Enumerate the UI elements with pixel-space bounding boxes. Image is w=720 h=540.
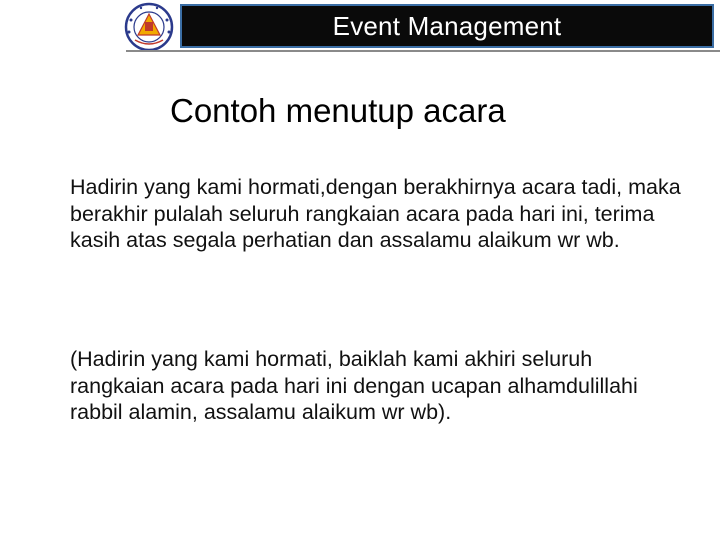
paragraph-closing: Hadirin yang kami hormati,dengan berakhirnya acara tadi, maka berakhir pulalah seluruh rangkaian acara pada hari ini, terima kasih atas segala perhatian dan assalamu alaikum wr wb.	[70, 175, 681, 252]
header-divider	[126, 50, 720, 52]
slide-heading: Contoh menutup acara	[170, 92, 506, 129]
paragraph-closing-alternative: (Hadirin yang kami hormati, baiklah kami akhiri seluruh rangkaian acara pada hari ini dengan ucapan alhamdulillahi rabbil alamin, assalamu alaikum wr wb).	[70, 347, 638, 424]
university-crest-icon	[121, 2, 177, 52]
header-title: Event Management	[332, 10, 562, 41]
header-title-bar	[180, 4, 714, 48]
